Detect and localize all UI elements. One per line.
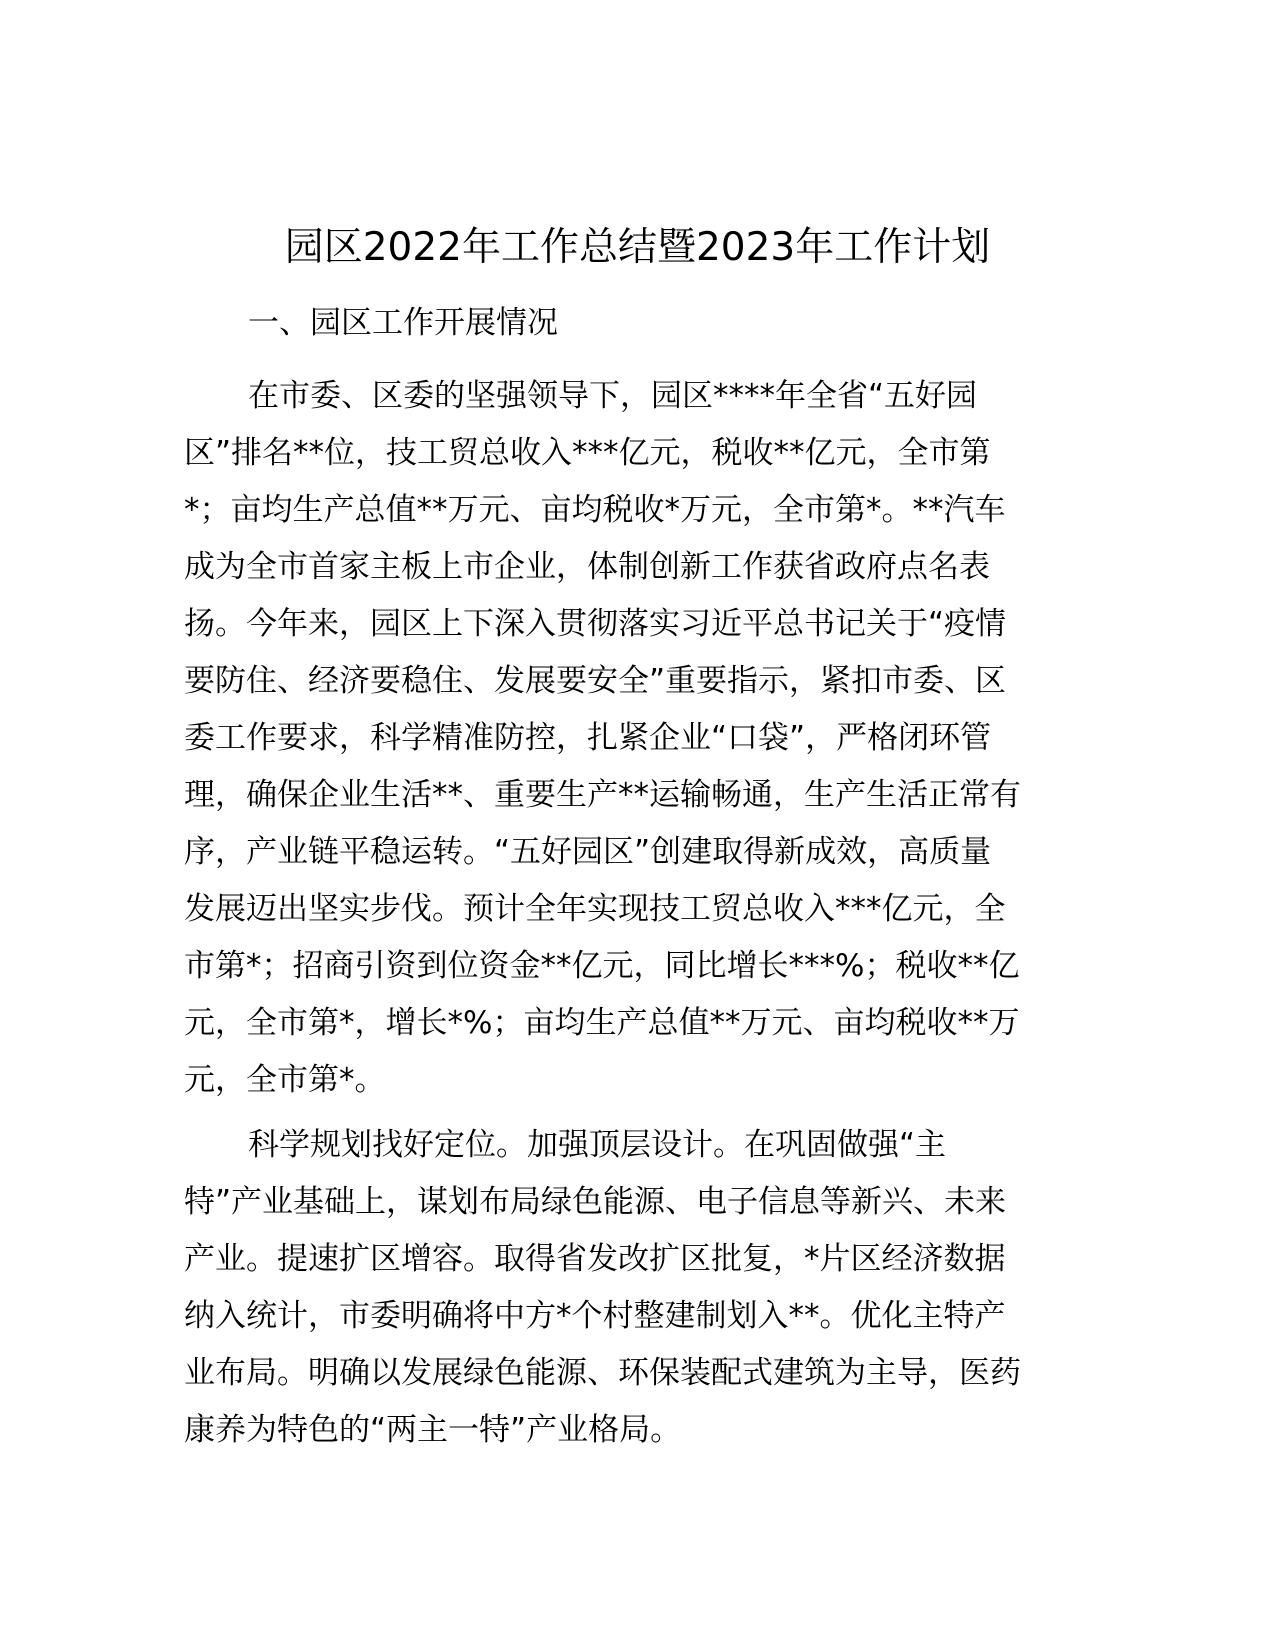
paragraph-line: 要防住、经济要稳住、发展要安全”重要指示，紧扣市委、区 xyxy=(184,663,1007,699)
paragraph-line: 产业。提速扩区增容。取得省发改扩区批复，*片区经济数据 xyxy=(184,1241,1006,1277)
paragraph-line: 委工作要求，科学精准防控，扎紧企业“口袋”，严格闭环管 xyxy=(184,720,992,756)
paragraph-line: 区”排名**位，技工贸总收入***亿元，税收**亿元，全市第 xyxy=(184,435,991,471)
paragraph-line: *；亩均生产总值**万元、亩均税收*万元，全市第*。**汽车 xyxy=(184,492,1006,528)
paragraph-line: 康养为特色的“两主一特”产业格局。 xyxy=(184,1412,682,1448)
paragraph-line: 在市委、区委的坚强领导下，园区****年全省“五好园 xyxy=(248,378,978,414)
paragraph-line: 特”产业基础上，谋划布局绿色能源、电子信息等新兴、未来 xyxy=(184,1184,1007,1220)
paragraph-line: 元，全市第*。 xyxy=(184,1062,386,1098)
paragraph-line: 扬。今年来，园区上下深入贯彻落实习近平总书记关于“疫情 xyxy=(184,606,1007,642)
paragraph-line: 市第*；招商引资到位资金**亿元，同比增长***%；税收**亿 xyxy=(184,948,1020,984)
paragraph-line: 元，全市第*，增长*%；亩均生产总值**万元、亩均税收**万 xyxy=(184,1005,1020,1041)
document-title: 园区2022年工作总结暨2023年工作计划 xyxy=(284,225,991,270)
paragraph-1 xyxy=(184,368,1064,1109)
paragraph-line: 科学规划找好定位。加强顶层设计。在巩固做强“主 xyxy=(248,1127,947,1163)
section-heading: 一、园区工作开展情况 xyxy=(248,305,558,341)
paragraph-line: 成为全市首家主板上市企业，体制创新工作获省政府点名表 xyxy=(184,549,990,585)
paragraph-line: 序，产业链平稳运转。“五好园区”创建取得新成效，高质量 xyxy=(184,834,992,870)
paragraph-line: 纳入统计，市委明确将中方*个村整建制划入**。优化主特产 xyxy=(184,1298,1006,1334)
paragraph-line: 业布局。明确以发展绿色能源、环保装配式建筑为主导，医药 xyxy=(184,1355,1021,1391)
paragraph-line: 理，确保企业生活**、重要生产**运输畅通，生产生活正常有 xyxy=(184,777,1021,813)
paragraph-line: 发展迈出坚实步伐。预计全年实现技工贸总收入***亿元，全 xyxy=(184,891,1006,927)
paragraph-2 xyxy=(184,1117,1064,1459)
